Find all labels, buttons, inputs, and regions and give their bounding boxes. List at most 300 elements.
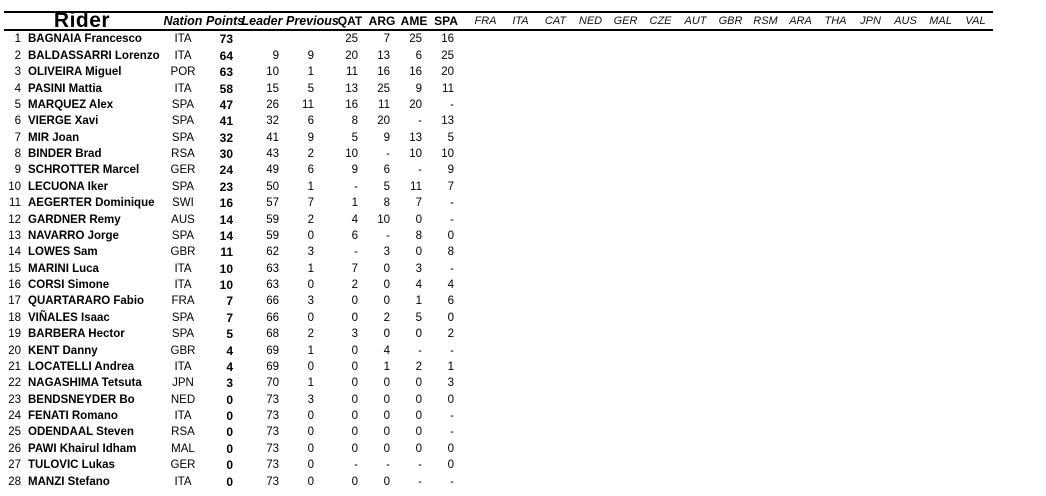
race-result-gbr-empty xyxy=(713,343,748,359)
race-result-ame: 16 xyxy=(409,66,422,79)
race-column-header-jpn: JPN xyxy=(853,12,888,30)
rider-nation: ITA xyxy=(174,33,192,46)
rider-position: 28 xyxy=(8,475,21,488)
race-result-ger-empty xyxy=(608,408,643,424)
race-result-val-empty xyxy=(958,457,993,473)
race-column-header-aus: AUS xyxy=(888,12,923,30)
race-result-fra-empty xyxy=(468,277,503,293)
race-result-arg: 0 xyxy=(383,442,390,455)
race-result-ned-empty xyxy=(573,81,608,97)
race-result-arg: 3 xyxy=(383,246,390,259)
rider-name: BAGNAIA Francesco xyxy=(28,33,142,46)
race-result-ned-empty xyxy=(573,359,608,375)
race-result-jpn-empty xyxy=(853,424,888,440)
race-result-cze-empty xyxy=(643,113,678,129)
rider-nation: RSA xyxy=(171,426,195,439)
race-result-tha-empty xyxy=(818,212,853,228)
race-result-cze-empty xyxy=(643,277,678,293)
rider-row xyxy=(4,97,993,113)
gap-to-leader: 70 xyxy=(266,377,279,390)
race-result-ned-empty xyxy=(573,212,608,228)
race-result-cze-empty xyxy=(643,97,678,113)
gap-to-previous: 3 xyxy=(307,246,314,259)
race-result-spa: 7 xyxy=(447,180,454,193)
rider-points: 64 xyxy=(219,48,233,63)
race-result-tha-empty xyxy=(818,457,853,473)
race-result-spa: - xyxy=(450,426,454,439)
race-result-ita-empty xyxy=(503,64,538,80)
race-result-tha-empty xyxy=(818,228,853,244)
race-result-aut-empty xyxy=(678,441,713,457)
race-result-aut-empty xyxy=(678,162,713,178)
race-result-mal-empty xyxy=(923,81,958,97)
race-result-ita-empty xyxy=(503,392,538,408)
rider-nation: NED xyxy=(170,393,196,406)
race-result-spa: 10 xyxy=(441,148,454,160)
race-result-tha-empty xyxy=(818,30,853,47)
race-result-qat: 1 xyxy=(351,197,358,210)
race-result-val-empty xyxy=(958,310,993,326)
race-result-ger-empty xyxy=(608,424,643,440)
race-result-ger-empty xyxy=(608,195,643,211)
race-result-jpn-empty xyxy=(853,113,888,129)
gap-to-previous: 1 xyxy=(307,180,314,193)
race-result-arg: - xyxy=(386,459,390,472)
race-result-aus-empty xyxy=(888,343,923,359)
race-result-ned-empty xyxy=(573,474,608,490)
race-result-rsm-empty xyxy=(748,113,783,129)
race-result-cat-empty xyxy=(538,261,573,277)
rider-name: LOCATELLI Andrea xyxy=(28,360,135,373)
gap-to-leader: 73 xyxy=(266,410,279,422)
gap-to-previous: 1 xyxy=(307,262,314,275)
race-result-jpn-empty xyxy=(853,375,888,391)
race-result-spa: 5 xyxy=(447,131,454,144)
race-result-gbr-empty xyxy=(713,179,748,195)
race-result-aut-empty xyxy=(678,81,713,97)
gap-to-previous: 0 xyxy=(307,360,314,373)
race-result-aus-empty xyxy=(888,326,923,342)
race-result-cat-empty xyxy=(538,81,573,97)
race-result-mal-empty xyxy=(923,359,958,375)
race-result-ned-empty xyxy=(573,113,608,129)
race-result-aut-empty xyxy=(678,310,713,326)
race-result-ara-empty xyxy=(783,228,818,244)
race-result-aut-empty xyxy=(678,64,713,80)
rider-nation: FRA xyxy=(171,295,195,308)
rider-points: 32 xyxy=(219,130,233,145)
race-result-ita-empty xyxy=(503,293,538,309)
race-result-qat: 0 xyxy=(351,377,358,390)
gap-to-previous: 0 xyxy=(307,426,314,439)
race-result-arg: 13 xyxy=(377,49,390,62)
rider-nation: ITA xyxy=(174,49,192,62)
race-result-mal-empty xyxy=(923,212,958,228)
rider-points: 0 xyxy=(226,425,233,440)
rider-name: VIERGE Xavi xyxy=(28,115,99,128)
gap-to-previous: 0 xyxy=(307,410,314,422)
gap-to-leader: 62 xyxy=(266,246,279,259)
gap-to-previous: 6 xyxy=(307,115,314,128)
race-result-tha-empty xyxy=(818,130,853,146)
race-result-ita-empty xyxy=(503,375,538,391)
race-result-ame: 10 xyxy=(409,148,422,160)
rider-name: MARQUEZ Alex xyxy=(28,98,114,111)
race-column-header-tha: THA xyxy=(818,12,853,30)
race-result-ita-empty xyxy=(503,244,538,260)
race-result-rsm-empty xyxy=(748,474,783,490)
race-result-aus-empty xyxy=(888,30,923,47)
race-result-ara-empty xyxy=(783,97,818,113)
race-result-cze-empty xyxy=(643,212,678,228)
race-result-cze-empty xyxy=(643,310,678,326)
race-result-ame: 3 xyxy=(415,262,422,275)
race-result-val-empty xyxy=(958,81,993,97)
race-result-ita-empty xyxy=(503,30,538,47)
race-result-rsm-empty xyxy=(748,359,783,375)
race-result-ita-empty xyxy=(503,195,538,211)
gap-to-leader: 73 xyxy=(266,459,279,472)
race-result-mal-empty xyxy=(923,244,958,260)
race-result-qat: 16 xyxy=(345,98,358,111)
race-result-ara-empty xyxy=(783,195,818,211)
race-result-cze-empty xyxy=(643,81,678,97)
race-result-tha-empty xyxy=(818,277,853,293)
race-result-gbr-empty xyxy=(713,244,748,260)
rider-nation: GER xyxy=(170,164,196,177)
gap-to-leader: 73 xyxy=(266,442,279,455)
gap-to-leader: 10 xyxy=(266,66,279,79)
race-result-mal-empty xyxy=(923,441,958,457)
race-result-ned-empty xyxy=(573,326,608,342)
race-result-aut-empty xyxy=(678,244,713,260)
race-result-qat: - xyxy=(354,246,358,259)
race-result-mal-empty xyxy=(923,195,958,211)
rider-name: BARBERA Hector xyxy=(28,328,125,341)
race-result-rsm-empty xyxy=(748,424,783,440)
race-result-ame: 0 xyxy=(415,393,422,406)
race-result-fra-empty xyxy=(468,64,503,80)
race-result-fra-empty xyxy=(468,146,503,162)
race-result-ned-empty xyxy=(573,261,608,277)
race-result-aut-empty xyxy=(678,146,713,162)
rider-position: 8 xyxy=(14,148,21,160)
race-result-val-empty xyxy=(958,392,993,408)
gap-to-leader: 32 xyxy=(266,115,279,128)
race-result-aus-empty xyxy=(888,113,923,129)
race-result-val-empty xyxy=(958,424,993,440)
race-result-ger-empty xyxy=(608,146,643,162)
race-result-cat-empty xyxy=(538,326,573,342)
rider-points: 7 xyxy=(226,294,233,309)
gap-to-leader: 66 xyxy=(266,311,279,324)
rider-position: 24 xyxy=(8,410,21,422)
race-result-aut-empty xyxy=(678,424,713,440)
race-result-qat: 13 xyxy=(345,82,358,95)
rider-name: BENDSNEYDER Bo xyxy=(28,393,135,406)
race-result-gbr-empty xyxy=(713,130,748,146)
rider-points: 63 xyxy=(219,65,233,80)
race-result-jpn-empty xyxy=(853,97,888,113)
previous-column-header: Previous xyxy=(286,12,334,30)
rider-row xyxy=(4,293,993,309)
race-result-mal-empty xyxy=(923,326,958,342)
rider-name: QUARTARARO Fabio xyxy=(28,295,145,308)
race-result-aus-empty xyxy=(888,81,923,97)
rider-row xyxy=(4,375,993,391)
rider-points: 24 xyxy=(219,163,233,178)
race-result-val-empty xyxy=(958,244,993,260)
race-result-jpn-empty xyxy=(853,64,888,80)
race-result-gbr-empty xyxy=(713,375,748,391)
rider-points: 30 xyxy=(219,147,233,161)
race-result-arg: 4 xyxy=(383,344,390,357)
race-result-mal-empty xyxy=(923,474,958,490)
rider-name: NAGASHIMA Tetsuta xyxy=(28,377,142,390)
race-result-qat: 0 xyxy=(351,295,358,308)
race-result-jpn-empty xyxy=(853,474,888,490)
race-result-rsm-empty xyxy=(748,64,783,80)
race-result-cze-empty xyxy=(643,48,678,64)
race-result-ita-empty xyxy=(503,146,538,162)
gap-to-previous: 2 xyxy=(307,328,314,341)
gap-to-leader: 59 xyxy=(266,213,279,226)
race-result-fra-empty xyxy=(468,30,503,47)
rider-position: 4 xyxy=(14,82,21,95)
race-result-fra-empty xyxy=(468,408,503,424)
race-result-arg: 0 xyxy=(383,393,390,406)
race-result-cze-empty xyxy=(643,408,678,424)
race-result-ger-empty xyxy=(608,81,643,97)
race-column-header-spa: SPA xyxy=(430,12,462,30)
race-result-ger-empty xyxy=(608,64,643,80)
race-result-ita-empty xyxy=(503,130,538,146)
race-result-gbr-empty xyxy=(713,146,748,162)
rider-row xyxy=(4,179,993,195)
race-result-tha-empty xyxy=(818,195,853,211)
race-result-jpn-empty xyxy=(853,457,888,473)
race-result-ita-empty xyxy=(503,474,538,490)
race-result-spa: 20 xyxy=(441,66,454,79)
race-result-fra-empty xyxy=(468,293,503,309)
race-result-ita-empty xyxy=(503,228,538,244)
rider-position: 20 xyxy=(8,344,21,357)
race-result-ara-empty xyxy=(783,293,818,309)
race-result-ned-empty xyxy=(573,146,608,162)
rider-name: MIR Joan xyxy=(28,131,80,144)
race-result-ame: 1 xyxy=(415,295,422,308)
race-result-cat-empty xyxy=(538,162,573,178)
race-result-cze-empty xyxy=(643,343,678,359)
race-result-aus-empty xyxy=(888,179,923,195)
race-result-cze-empty xyxy=(643,359,678,375)
race-result-ara-empty xyxy=(783,30,818,47)
race-result-rsm-empty xyxy=(748,212,783,228)
race-result-ita-empty xyxy=(503,408,538,424)
race-result-arg: 0 xyxy=(383,295,390,308)
rider-name: PASINI Mattia xyxy=(28,82,102,95)
race-result-gbr-empty xyxy=(713,441,748,457)
race-column-header-aut: AUT xyxy=(678,12,713,30)
race-result-val-empty xyxy=(958,212,993,228)
race-result-aut-empty xyxy=(678,343,713,359)
race-result-rsm-empty xyxy=(748,162,783,178)
race-result-cze-empty xyxy=(643,64,678,80)
race-result-cat-empty xyxy=(538,424,573,440)
race-result-jpn-empty xyxy=(853,441,888,457)
rider-name: NAVARRO Jorge xyxy=(28,229,119,242)
race-result-fra-empty xyxy=(468,195,503,211)
race-result-mal-empty xyxy=(923,64,958,80)
race-result-ita-empty xyxy=(503,326,538,342)
rider-points: 4 xyxy=(226,343,233,358)
race-result-jpn-empty xyxy=(853,261,888,277)
race-result-rsm-empty xyxy=(748,277,783,293)
race-result-qat: 0 xyxy=(351,393,358,406)
race-column-header-gbr: GBR xyxy=(713,12,748,30)
race-result-ame: 0 xyxy=(415,246,422,259)
rider-name: BALDASSARRI Lorenzo xyxy=(28,49,160,62)
race-result-val-empty xyxy=(958,408,993,424)
race-result-rsm-empty xyxy=(748,146,783,162)
race-result-rsm-empty xyxy=(748,195,783,211)
rider-points: 0 xyxy=(226,441,233,456)
race-result-qat: - xyxy=(354,180,358,193)
race-result-aut-empty xyxy=(678,179,713,195)
race-result-ger-empty xyxy=(608,162,643,178)
rider-position: 3 xyxy=(14,66,21,79)
race-result-ara-empty xyxy=(783,310,818,326)
race-result-ame: 0 xyxy=(415,442,422,455)
rider-points: 73 xyxy=(219,32,233,47)
race-result-fra-empty xyxy=(468,359,503,375)
race-result-mal-empty xyxy=(923,261,958,277)
race-result-mal-empty xyxy=(923,277,958,293)
race-result-cze-empty xyxy=(643,474,678,490)
rider-points: 5 xyxy=(226,327,233,342)
race-result-arg: 11 xyxy=(378,98,390,111)
race-result-rsm-empty xyxy=(748,179,783,195)
race-result-cat-empty xyxy=(538,457,573,473)
race-result-ita-empty xyxy=(503,113,538,129)
race-result-cat-empty xyxy=(538,392,573,408)
race-result-tha-empty xyxy=(818,441,853,457)
rider-row xyxy=(4,64,993,80)
race-result-cze-empty xyxy=(643,244,678,260)
race-result-aus-empty xyxy=(888,457,923,473)
race-result-cat-empty xyxy=(538,146,573,162)
rider-name: SCHROTTER Marcel xyxy=(28,164,140,177)
race-result-fra-empty xyxy=(468,179,503,195)
race-result-mal-empty xyxy=(923,179,958,195)
race-result-gbr-empty xyxy=(713,113,748,129)
race-result-ame: 9 xyxy=(415,82,422,95)
race-result-val-empty xyxy=(958,179,993,195)
race-result-rsm-empty xyxy=(748,30,783,47)
race-result-ned-empty xyxy=(573,293,608,309)
race-result-val-empty xyxy=(958,113,993,129)
race-result-rsm-empty xyxy=(748,392,783,408)
rider-position: 13 xyxy=(8,229,21,242)
rider-row xyxy=(4,343,993,359)
race-result-mal-empty xyxy=(923,30,958,47)
rider-nation: MAL xyxy=(171,442,195,455)
race-result-arg: 0 xyxy=(383,377,390,390)
rider-position: 17 xyxy=(8,295,21,308)
race-result-jpn-empty xyxy=(853,359,888,375)
rider-name: VIÑALES Isaac xyxy=(28,311,110,324)
race-result-cze-empty xyxy=(643,162,678,178)
race-result-mal-empty xyxy=(923,97,958,113)
gap-to-leader: 9 xyxy=(272,49,279,62)
race-result-jpn-empty xyxy=(853,81,888,97)
race-result-cze-empty xyxy=(643,261,678,277)
race-result-jpn-empty xyxy=(853,293,888,309)
race-result-arg: 0 xyxy=(383,279,390,291)
race-result-ara-empty xyxy=(783,64,818,80)
race-result-aus-empty xyxy=(888,359,923,375)
race-result-tha-empty xyxy=(818,293,853,309)
race-result-spa: - xyxy=(450,475,454,488)
race-result-aus-empty xyxy=(888,212,923,228)
race-result-tha-empty xyxy=(818,97,853,113)
race-result-spa: - xyxy=(450,197,454,210)
race-result-ger-empty xyxy=(608,113,643,129)
race-result-qat: 0 xyxy=(351,360,358,373)
race-result-val-empty xyxy=(958,474,993,490)
gap-to-previous: 9 xyxy=(307,49,314,62)
race-result-cat-empty xyxy=(538,130,573,146)
race-column-header-ame: AME xyxy=(398,12,430,30)
race-result-ara-empty xyxy=(783,441,818,457)
gap-to-leader: 73 xyxy=(266,393,279,406)
rider-nation: SPA xyxy=(171,115,195,128)
rider-position: 10 xyxy=(8,180,21,193)
race-result-fra-empty xyxy=(468,310,503,326)
race-result-ame: 0 xyxy=(415,410,422,422)
rider-name: PAWI Khairul Idham xyxy=(28,442,137,455)
gap-to-previous: 1 xyxy=(307,66,314,79)
race-result-gbr-empty xyxy=(713,359,748,375)
race-result-tha-empty xyxy=(818,48,853,64)
gap-to-leader: 59 xyxy=(266,229,279,242)
gap-to-previous: 11 xyxy=(302,98,314,111)
race-result-ara-empty xyxy=(783,392,818,408)
rider-row xyxy=(4,457,993,473)
race-result-ger-empty xyxy=(608,261,643,277)
race-result-aus-empty xyxy=(888,146,923,162)
race-result-mal-empty xyxy=(923,375,958,391)
rider-position: 25 xyxy=(8,426,21,439)
points-column-header: Points xyxy=(206,12,238,30)
race-result-ned-empty xyxy=(573,97,608,113)
race-result-ame: 5 xyxy=(415,311,422,324)
race-result-cze-empty xyxy=(643,375,678,391)
race-result-qat: 25 xyxy=(345,33,358,46)
race-result-spa: 0 xyxy=(447,311,454,324)
race-result-ara-empty xyxy=(783,474,818,490)
race-result-tha-empty xyxy=(818,244,853,260)
rider-row xyxy=(4,195,993,211)
race-result-tha-empty xyxy=(818,162,853,178)
race-result-jpn-empty xyxy=(853,48,888,64)
race-result-cze-empty xyxy=(643,130,678,146)
race-result-tha-empty xyxy=(818,113,853,129)
race-result-jpn-empty xyxy=(853,392,888,408)
race-result-aut-empty xyxy=(678,457,713,473)
rider-points: 47 xyxy=(219,97,233,112)
race-result-cat-empty xyxy=(538,408,573,424)
